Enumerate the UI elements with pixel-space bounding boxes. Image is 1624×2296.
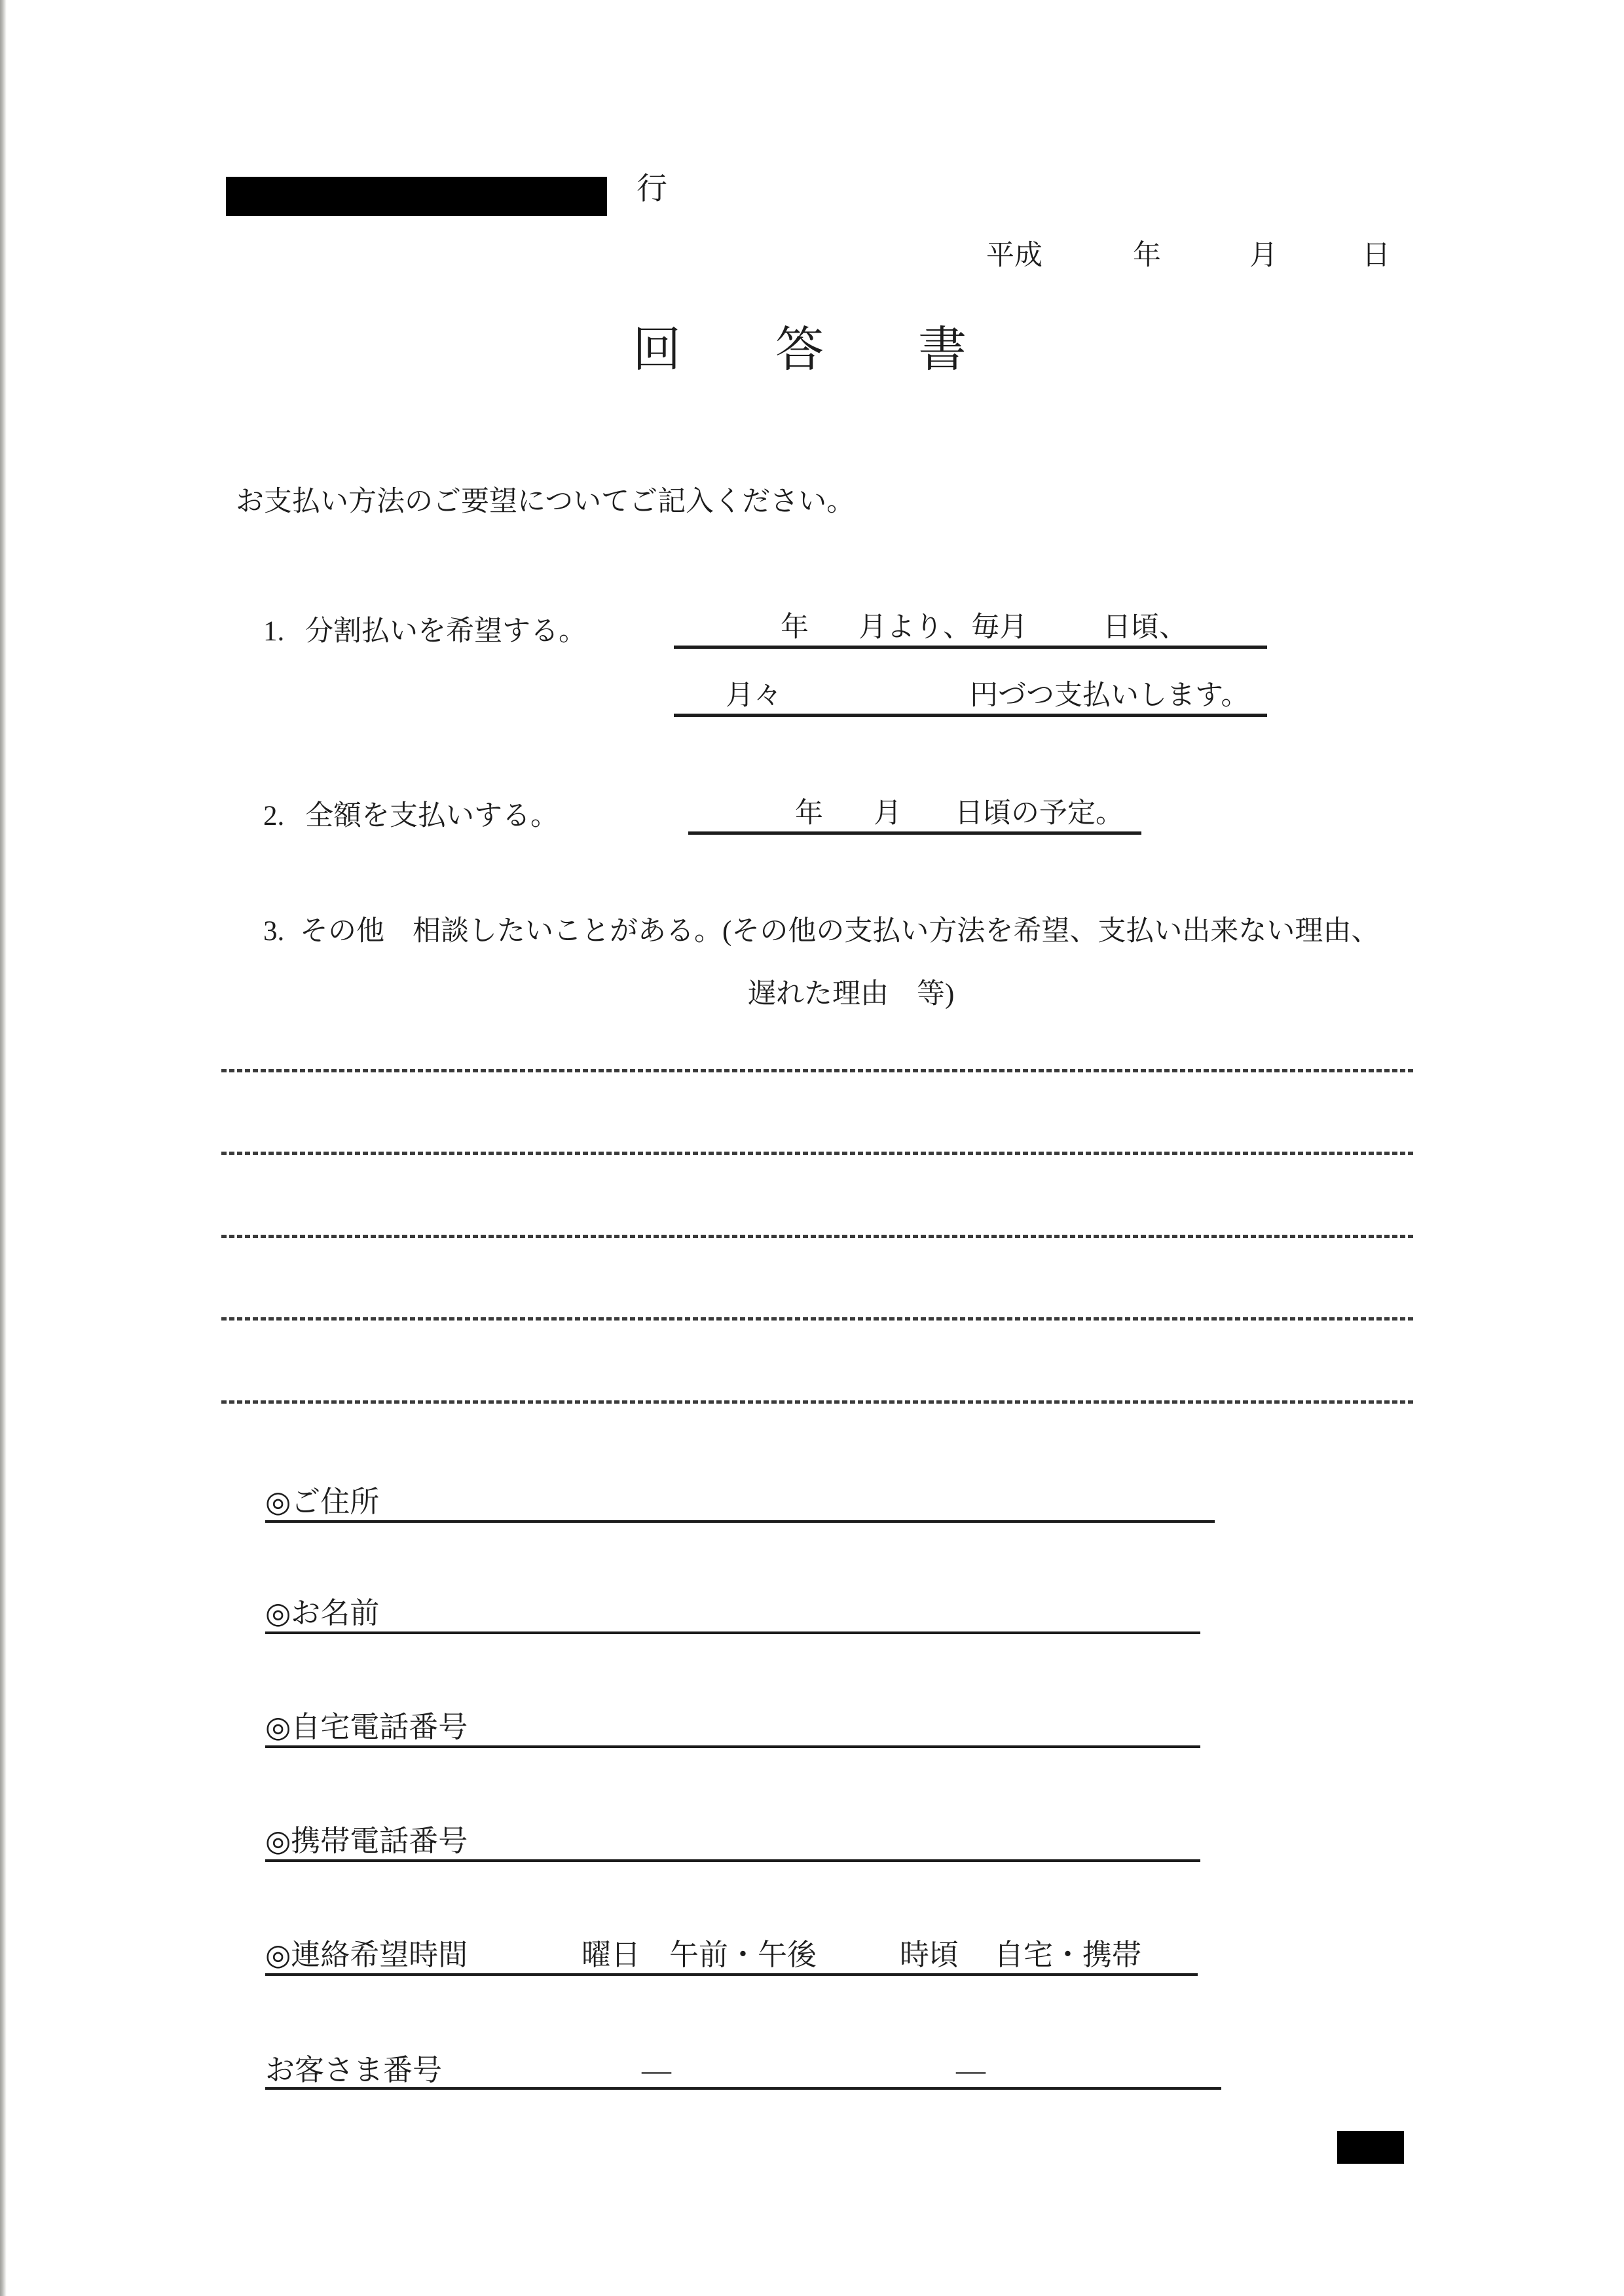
customer-number-dash-2: ― xyxy=(956,2054,986,2086)
writing-line-2 xyxy=(221,1152,1414,1155)
customer-number-dash-1: ― xyxy=(642,2054,671,2086)
writing-line-3 xyxy=(221,1235,1414,1238)
item3-label-line2: 遅れた理由 等) xyxy=(748,979,955,1010)
writing-line-1 xyxy=(221,1069,1414,1072)
item2-blank-line xyxy=(688,831,1141,835)
customer-number-field-line xyxy=(265,2087,1221,2090)
writing-line-5 xyxy=(221,1400,1414,1404)
address-field-line xyxy=(265,1520,1215,1523)
item1-blank-line-2 xyxy=(674,714,1267,717)
recipient-suffix-label: 行 xyxy=(637,172,667,206)
contact-time-home-mobile-label: 自宅・携帯 xyxy=(994,1939,1142,1971)
item2-day-label: 日頃の予定。 xyxy=(955,798,1124,829)
name-field-line xyxy=(265,1631,1200,1634)
contact-time-hour-label: 時頃 xyxy=(900,1939,959,1971)
item2-number: 2. xyxy=(263,801,285,831)
contact-time-am-pm-label: 午前・午後 xyxy=(669,1939,817,1971)
form-title: 回答書 xyxy=(633,323,1061,377)
item1-month-label: 月より、毎月 xyxy=(858,612,1027,643)
contact-time-field-label: ◎連絡希望時間 xyxy=(265,1939,468,1971)
date-month-label: 月 xyxy=(1249,240,1278,271)
item1-year-label: 年 xyxy=(781,612,809,643)
contact-time-field-line xyxy=(265,1973,1198,1976)
item1-monthly-label: 月々 xyxy=(726,680,782,711)
customer-number-field-label: お客さま番号 xyxy=(265,2054,443,2086)
item3-label: その他 相談したいことがある。(その他の支払い方法を希望、支払い出来ない理由、 xyxy=(300,916,1380,947)
item1-amount-label: 円づつ支払いします。 xyxy=(970,680,1249,711)
item1-label: 分割払いを希望する。 xyxy=(305,616,587,647)
home-phone-field-label: ◎自宅電話番号 xyxy=(265,1711,468,1743)
redacted-recipient-name xyxy=(226,177,607,216)
address-field-label: ◎ご住所 xyxy=(265,1485,380,1518)
item1-day-label: 日頃、 xyxy=(1103,612,1187,643)
scan-edge-artifact xyxy=(0,0,7,2296)
date-year-label: 年 xyxy=(1133,240,1161,271)
name-field-label: ◎お名前 xyxy=(265,1597,380,1630)
mobile-phone-field-line xyxy=(265,1859,1200,1862)
home-phone-field-line xyxy=(265,1745,1200,1748)
date-day-label: 日 xyxy=(1362,240,1390,271)
writing-line-4 xyxy=(221,1317,1414,1321)
intro-text: お支払い方法のご要望についてご記入ください。 xyxy=(236,486,855,517)
item1-number: 1. xyxy=(263,616,285,647)
item2-month-label: 月 xyxy=(874,798,902,829)
item3-number: 3. xyxy=(263,916,285,947)
item1-blank-line-1 xyxy=(674,646,1267,649)
redaction-box-bottom xyxy=(1337,2131,1404,2164)
item2-label: 全額を支払いする。 xyxy=(305,801,559,831)
item2-year-label: 年 xyxy=(795,798,823,829)
date-era-label: 平成 xyxy=(986,240,1043,271)
contact-time-weekday-label: 曜日 xyxy=(581,1939,641,1971)
mobile-phone-field-label: ◎携帯電話番号 xyxy=(265,1825,468,1857)
